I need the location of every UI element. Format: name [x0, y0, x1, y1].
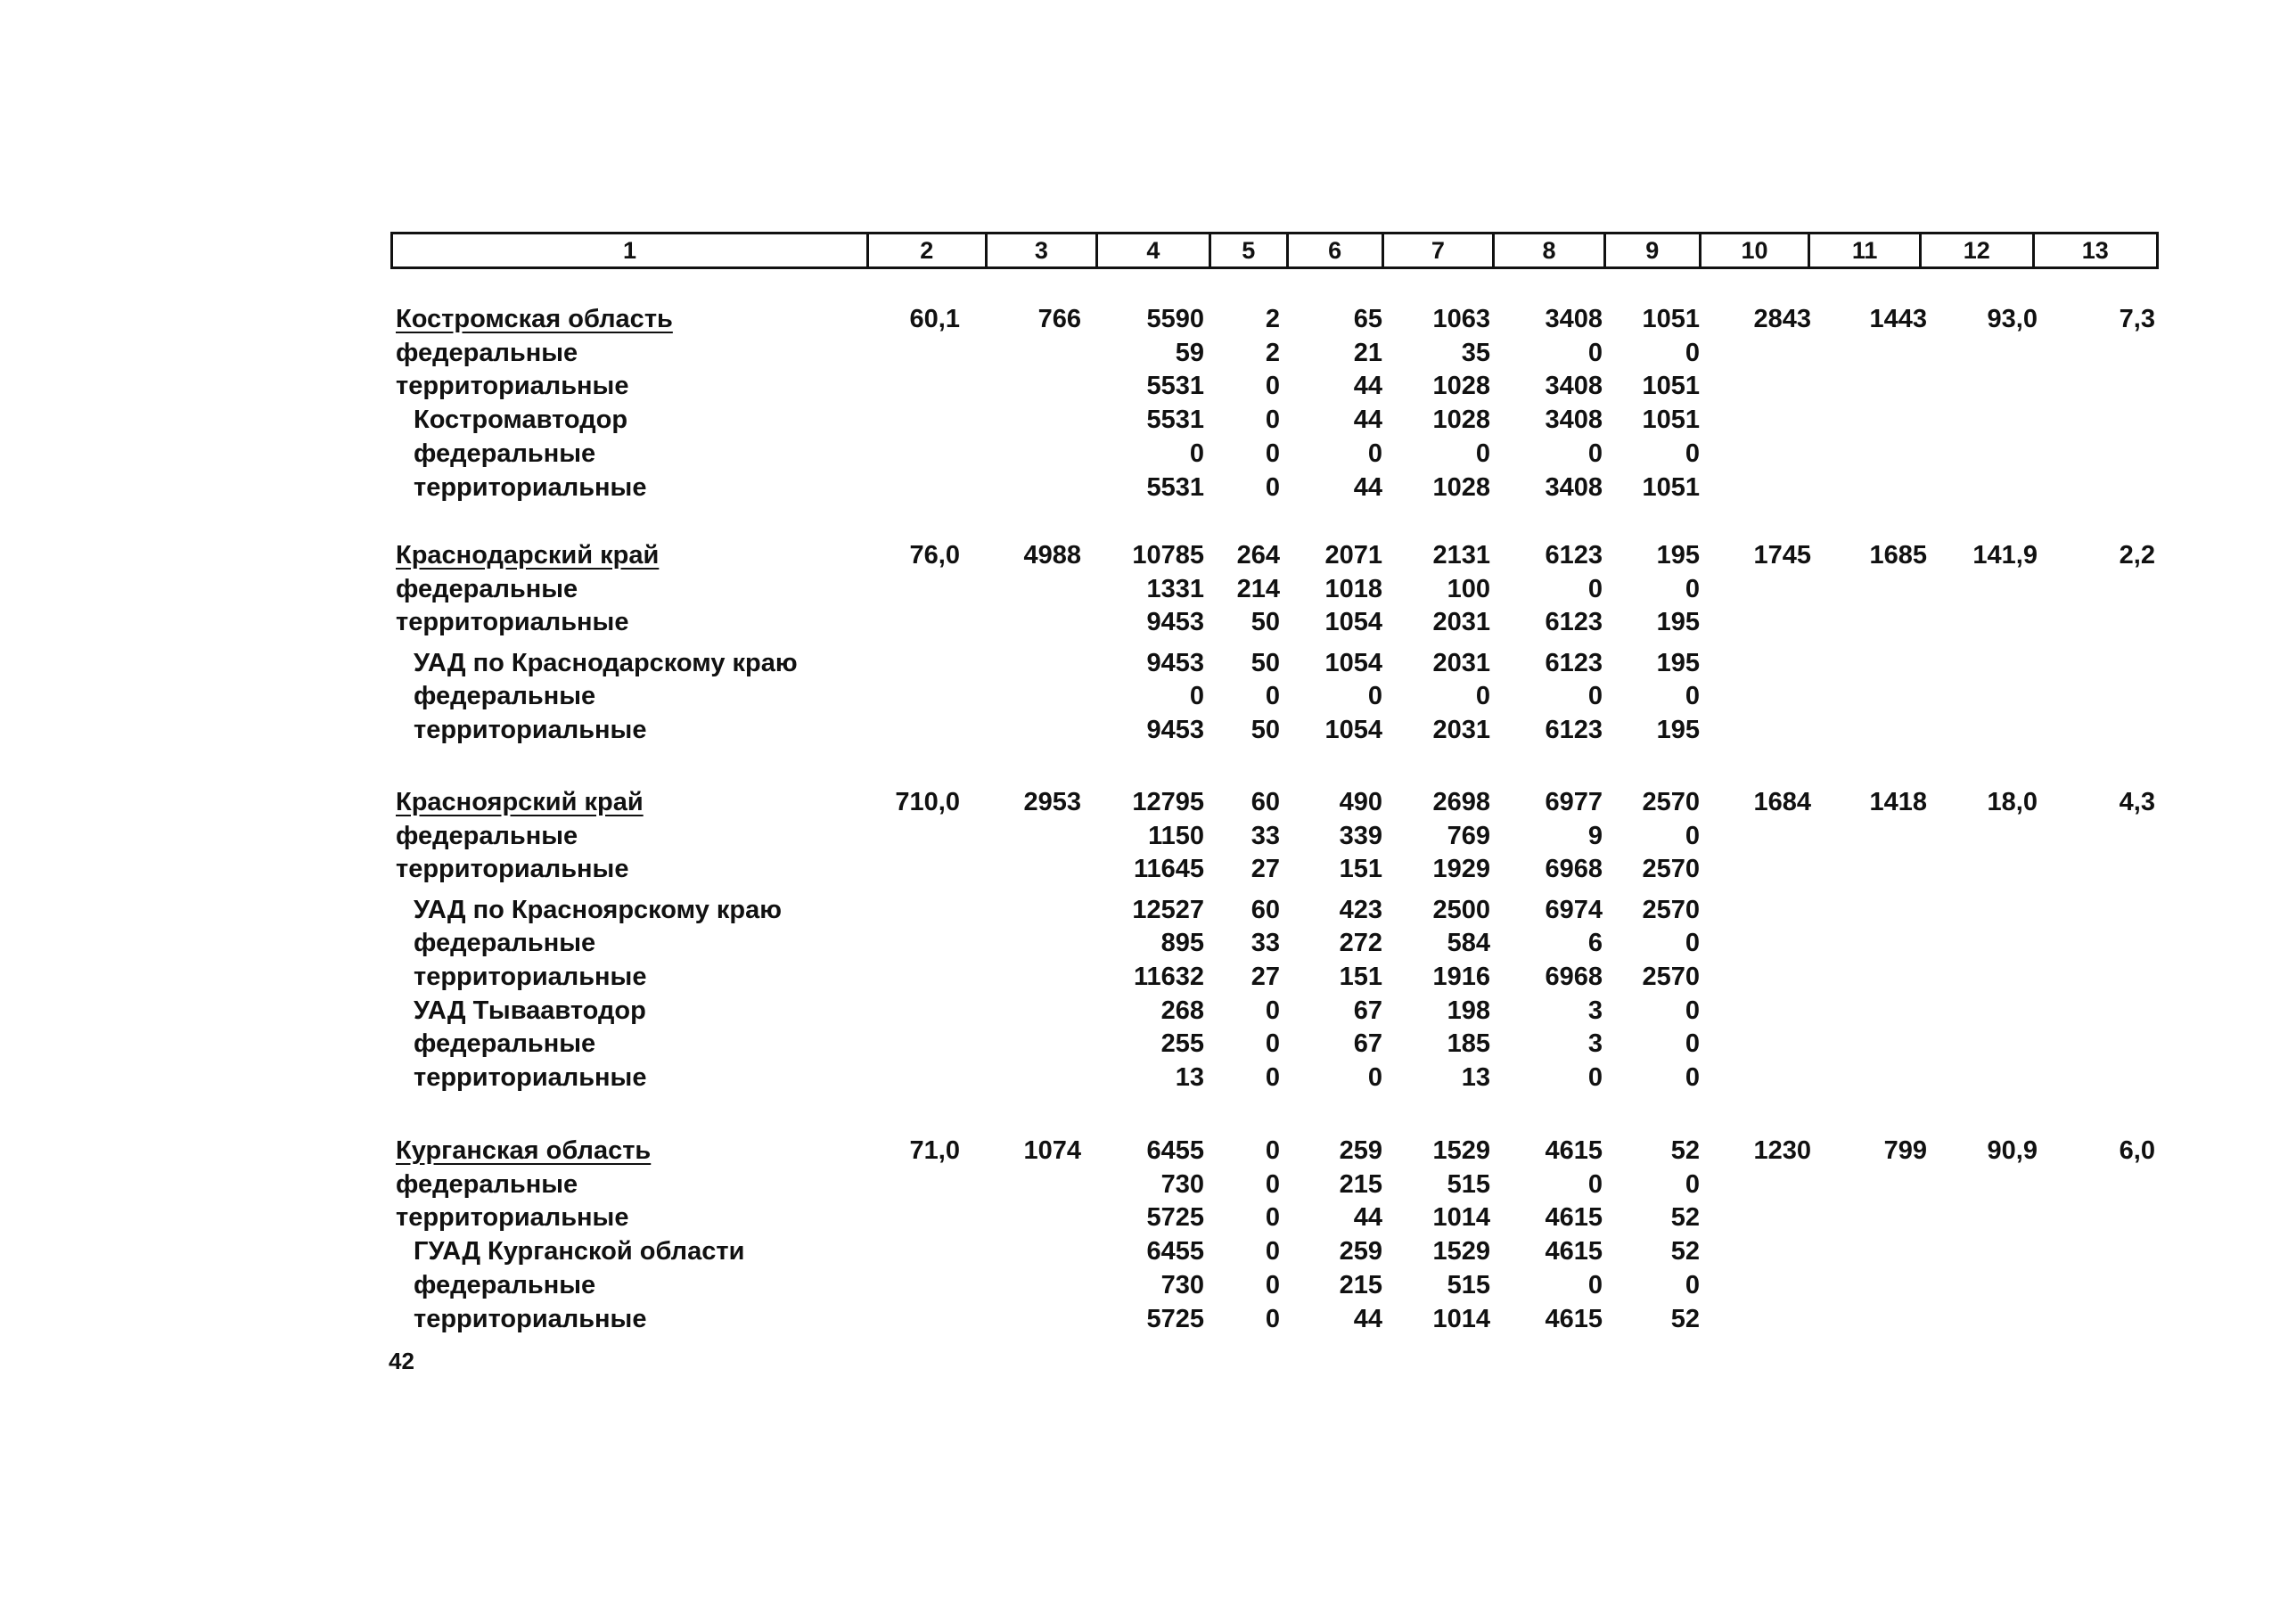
- table-row: [0, 679, 2296, 713]
- cell-col-9: 0: [1685, 821, 1700, 850]
- cell-col-7: 769: [1447, 821, 1490, 850]
- cell-col-8: 6974: [1545, 895, 1603, 924]
- cell-col-8: 3408: [1545, 406, 1603, 435]
- cell-col-4: 0: [1189, 439, 1204, 468]
- table-row: [0, 1234, 2296, 1268]
- cell-col-6: 67: [1353, 996, 1382, 1025]
- region-name: Красноярский край: [396, 788, 644, 816]
- cell-col-4: 11632: [1133, 963, 1204, 992]
- cell-col-9: 0: [1685, 1270, 1700, 1299]
- cell-col-9: 0: [1685, 1063, 1700, 1093]
- cell-col-9: 0: [1685, 338, 1700, 367]
- cell-col-7: 2698: [1432, 788, 1490, 816]
- row-label: территориальные: [396, 608, 629, 637]
- row-label: федеральные: [396, 821, 578, 850]
- cell-col-9: 52: [1670, 1304, 1700, 1333]
- cell-col-4: 9453: [1146, 608, 1204, 637]
- cell-col-7: 1063: [1432, 305, 1490, 333]
- column-header-row: [390, 232, 2159, 269]
- cell-col-7: 1028: [1432, 406, 1490, 435]
- cell-col-4: 13: [1175, 1063, 1204, 1093]
- column-header-8: 8: [1495, 234, 1606, 266]
- cell-col-6: 151: [1339, 855, 1382, 884]
- column-header-7: 7: [1384, 234, 1496, 266]
- cell-col-5: 0: [1265, 1029, 1280, 1059]
- column-header-3: 3: [988, 234, 1099, 266]
- cell-col-8: 3408: [1545, 472, 1603, 502]
- cell-col-8: 6968: [1545, 855, 1603, 884]
- table-row: [0, 336, 2296, 370]
- cell-col-6: 1018: [1324, 574, 1382, 603]
- cell-col-11: 1685: [1869, 541, 1927, 570]
- table-row: [0, 852, 2296, 886]
- cell-col-4: 5725: [1146, 1304, 1204, 1333]
- cell-col-7: 1929: [1432, 855, 1490, 884]
- cell-col-2: 60,1: [909, 305, 960, 333]
- row-label: ГУАД Курганской области: [414, 1237, 745, 1266]
- column-header-4: 4: [1098, 234, 1211, 266]
- cell-col-11: 1443: [1869, 305, 1927, 333]
- cell-col-9: 195: [1656, 608, 1700, 637]
- cell-col-5: 50: [1250, 608, 1280, 637]
- row-label: УАД по Красноярскому краю: [414, 895, 783, 924]
- cell-col-13: 4,3: [2119, 788, 2155, 816]
- cell-col-4: 12795: [1132, 788, 1204, 816]
- table-row: [0, 1201, 2296, 1234]
- cell-col-9: 195: [1656, 648, 1700, 677]
- cell-col-7: 1529: [1432, 1136, 1490, 1165]
- cell-col-5: 50: [1250, 648, 1280, 677]
- cell-col-12: 93,0: [1987, 305, 2038, 333]
- cell-col-7: 2031: [1432, 716, 1490, 745]
- cell-col-7: 584: [1447, 929, 1490, 958]
- region-row: [0, 785, 2296, 819]
- table-row: [0, 926, 2296, 960]
- table-row: [0, 646, 2296, 680]
- row-label: территориальные: [396, 1203, 629, 1233]
- cell-col-5: 0: [1265, 1203, 1280, 1233]
- cell-col-8: 0: [1587, 338, 1603, 367]
- cell-col-7: 185: [1447, 1029, 1490, 1059]
- cell-col-8: 0: [1587, 1169, 1603, 1199]
- cell-col-4: 6455: [1146, 1136, 1204, 1165]
- row-label: Костромавтодор: [414, 406, 628, 435]
- region-name: Краснодарский край: [396, 541, 660, 570]
- cell-col-4: 730: [1160, 1270, 1204, 1299]
- cell-col-4: 1331: [1146, 574, 1204, 603]
- column-header-10: 10: [1702, 234, 1811, 266]
- cell-col-8: 3408: [1545, 305, 1603, 333]
- table-row: [0, 605, 2296, 639]
- row-label: федеральные: [396, 1169, 578, 1199]
- row-label: федеральные: [414, 439, 596, 468]
- row-label: территориальные: [414, 716, 647, 745]
- region-row: [0, 302, 2296, 336]
- cell-col-5: 0: [1265, 682, 1280, 711]
- cell-col-5: 50: [1250, 716, 1280, 745]
- cell-col-13: 6,0: [2119, 1136, 2155, 1165]
- cell-col-4: 255: [1160, 1029, 1204, 1059]
- cell-col-6: 67: [1353, 1029, 1382, 1059]
- cell-col-6: 2071: [1324, 541, 1382, 570]
- cell-col-8: 4615: [1545, 1203, 1603, 1233]
- cell-col-4: 6455: [1146, 1237, 1204, 1266]
- cell-col-9: 2570: [1642, 963, 1700, 992]
- cell-col-6: 423: [1339, 895, 1382, 924]
- row-label: федеральные: [414, 1270, 596, 1299]
- cell-col-4: 5531: [1146, 406, 1204, 435]
- column-header-1: 1: [393, 234, 869, 266]
- cell-col-9: 195: [1656, 541, 1700, 570]
- cell-col-8: 6123: [1545, 608, 1603, 637]
- cell-col-7: 1028: [1432, 472, 1490, 502]
- cell-col-6: 490: [1339, 788, 1382, 816]
- cell-col-8: 4615: [1545, 1304, 1603, 1333]
- cell-col-6: 1054: [1324, 716, 1382, 745]
- cell-col-4: 5590: [1146, 305, 1204, 333]
- cell-col-5: 214: [1236, 574, 1280, 603]
- cell-col-6: 272: [1339, 929, 1382, 958]
- column-header-6: 6: [1289, 234, 1384, 266]
- cell-col-5: 33: [1250, 821, 1280, 850]
- cell-col-5: 0: [1265, 1136, 1280, 1165]
- cell-col-3: 2953: [1023, 788, 1081, 816]
- cell-col-5: 60: [1250, 895, 1280, 924]
- cell-col-6: 0: [1367, 439, 1382, 468]
- cell-col-8: 3408: [1545, 372, 1603, 401]
- cell-col-8: 6968: [1545, 963, 1603, 992]
- cell-col-8: 0: [1587, 1063, 1603, 1093]
- cell-col-5: 0: [1265, 439, 1280, 468]
- cell-col-6: 259: [1339, 1237, 1382, 1266]
- cell-col-9: 0: [1685, 996, 1700, 1025]
- cell-col-4: 730: [1160, 1169, 1204, 1199]
- column-header-9: 9: [1606, 234, 1702, 266]
- cell-col-7: 13: [1461, 1063, 1490, 1093]
- cell-col-2: 710,0: [895, 788, 960, 816]
- region-name: Курганская область: [396, 1136, 652, 1165]
- region-row: [0, 538, 2296, 572]
- cell-col-7: 198: [1447, 996, 1490, 1025]
- cell-col-3: 766: [1037, 305, 1081, 333]
- cell-col-6: 44: [1353, 372, 1382, 401]
- cell-col-6: 65: [1353, 305, 1382, 333]
- cell-col-6: 44: [1353, 472, 1382, 502]
- column-header-12: 12: [1922, 234, 2035, 266]
- cell-col-5: 2: [1265, 305, 1280, 333]
- row-label: федеральные: [414, 1029, 596, 1059]
- cell-col-7: 2031: [1432, 648, 1490, 677]
- table-row: [0, 369, 2296, 403]
- cell-col-12: 141,9: [1972, 541, 2038, 570]
- cell-col-6: 215: [1339, 1270, 1382, 1299]
- cell-col-13: 2,2: [2119, 541, 2155, 570]
- row-label: федеральные: [396, 338, 578, 367]
- column-header-13: 13: [2081, 236, 2109, 264]
- cell-col-5: 0: [1265, 1169, 1280, 1199]
- cell-col-9: 52: [1670, 1237, 1700, 1266]
- cell-col-8: 0: [1587, 682, 1603, 711]
- cell-col-5: 0: [1265, 472, 1280, 502]
- cell-col-5: 0: [1265, 1063, 1280, 1093]
- cell-col-7: 1014: [1432, 1304, 1490, 1333]
- cell-col-4: 59: [1175, 338, 1204, 367]
- cell-col-4: 0: [1189, 682, 1204, 711]
- cell-col-4: 895: [1160, 929, 1204, 958]
- cell-col-7: 2131: [1432, 541, 1490, 570]
- cell-col-12: 90,9: [1987, 1136, 2038, 1165]
- cell-col-6: 0: [1367, 682, 1382, 711]
- cell-col-6: 215: [1339, 1169, 1382, 1199]
- cell-col-6: 44: [1353, 1304, 1382, 1333]
- cell-col-5: 0: [1265, 1304, 1280, 1333]
- table-row: [0, 994, 2296, 1028]
- cell-col-5: 0: [1265, 996, 1280, 1025]
- cell-col-6: 44: [1353, 406, 1382, 435]
- cell-col-9: 1051: [1642, 406, 1700, 435]
- cell-col-5: 60: [1250, 788, 1280, 816]
- cell-col-4: 11645: [1133, 855, 1204, 884]
- row-label: территориальные: [396, 372, 629, 401]
- row-label: федеральные: [414, 929, 596, 958]
- cell-col-13: 7,3: [2119, 305, 2155, 333]
- cell-col-5: 33: [1250, 929, 1280, 958]
- row-label: УАД по Краснодарскому краю: [414, 648, 798, 677]
- cell-col-8: 6123: [1545, 716, 1603, 745]
- cell-col-7: 35: [1461, 338, 1490, 367]
- cell-col-5: 27: [1250, 963, 1280, 992]
- table-row: [0, 1268, 2296, 1302]
- cell-col-8: 3: [1587, 996, 1603, 1025]
- cell-col-5: 0: [1265, 1270, 1280, 1299]
- cell-col-7: 0: [1475, 682, 1490, 711]
- cell-col-6: 339: [1339, 821, 1382, 850]
- row-label: территориальные: [414, 1063, 647, 1093]
- region-row: [0, 1134, 2296, 1168]
- cell-col-11: 799: [1883, 1136, 1927, 1165]
- row-label: территориальные: [414, 472, 647, 502]
- table-row: [0, 1168, 2296, 1201]
- cell-col-9: 0: [1685, 1169, 1700, 1199]
- table-row: [0, 1027, 2296, 1061]
- table-row: [0, 403, 2296, 437]
- cell-col-3: 4988: [1023, 541, 1081, 570]
- cell-col-6: 1054: [1324, 648, 1382, 677]
- cell-col-9: 1051: [1642, 372, 1700, 401]
- cell-col-6: 0: [1367, 1063, 1382, 1093]
- cell-col-9: 0: [1685, 682, 1700, 711]
- cell-col-7: 1916: [1432, 963, 1490, 992]
- cell-col-8: 6: [1587, 929, 1603, 958]
- column-header-11: 11: [1810, 234, 1922, 266]
- cell-col-7: 2500: [1432, 895, 1490, 924]
- cell-col-6: 151: [1339, 963, 1382, 992]
- row-label: территориальные: [414, 1304, 647, 1333]
- cell-col-8: 6123: [1545, 648, 1603, 677]
- cell-col-2: 71,0: [909, 1136, 960, 1165]
- cell-col-9: 0: [1685, 1029, 1700, 1059]
- page-number: 42: [389, 1348, 414, 1374]
- cell-col-11: 1418: [1869, 788, 1927, 816]
- row-label: территориальные: [396, 855, 629, 884]
- table-row: [0, 1061, 2296, 1094]
- table-row: [0, 471, 2296, 504]
- cell-col-4: 5725: [1146, 1203, 1204, 1233]
- cell-col-6: 21: [1353, 338, 1382, 367]
- cell-col-9: 2570: [1642, 895, 1700, 924]
- cell-col-6: 44: [1353, 1203, 1382, 1233]
- cell-col-7: 2031: [1432, 608, 1490, 637]
- cell-col-12: 18,0: [1987, 788, 2038, 816]
- cell-col-4: 5531: [1146, 372, 1204, 401]
- cell-col-5: 0: [1265, 372, 1280, 401]
- cell-col-10: 1745: [1753, 541, 1811, 570]
- cell-col-9: 2570: [1642, 855, 1700, 884]
- cell-col-7: 1028: [1432, 372, 1490, 401]
- table-row: [0, 713, 2296, 747]
- cell-col-7: 1529: [1432, 1237, 1490, 1266]
- cell-col-5: 2: [1265, 338, 1280, 367]
- cell-col-7: 1014: [1432, 1203, 1490, 1233]
- cell-col-9: 0: [1685, 574, 1700, 603]
- cell-col-8: 4615: [1545, 1237, 1603, 1266]
- cell-col-8: 0: [1587, 439, 1603, 468]
- cell-col-4: 5531: [1146, 472, 1204, 502]
- cell-col-10: 2843: [1753, 305, 1811, 333]
- cell-col-2: 76,0: [909, 541, 960, 570]
- cell-col-8: 3: [1587, 1029, 1603, 1059]
- cell-col-4: 9453: [1146, 716, 1204, 745]
- column-header-5: 5: [1211, 234, 1289, 266]
- row-label: федеральные: [414, 682, 596, 711]
- cell-col-9: 52: [1670, 1136, 1700, 1165]
- cell-col-8: 6977: [1545, 788, 1603, 816]
- cell-col-6: 1054: [1324, 608, 1382, 637]
- cell-col-8: 0: [1587, 1270, 1603, 1299]
- cell-col-5: 27: [1250, 855, 1280, 884]
- cell-col-10: 1230: [1753, 1136, 1811, 1165]
- cell-col-5: 0: [1265, 406, 1280, 435]
- cell-col-4: 9453: [1146, 648, 1204, 677]
- cell-col-8: 9: [1587, 821, 1603, 850]
- cell-col-4: 268: [1160, 996, 1204, 1025]
- cell-col-9: 1051: [1642, 472, 1700, 502]
- cell-col-9: 1051: [1642, 305, 1700, 333]
- cell-col-9: 195: [1656, 716, 1700, 745]
- cell-col-6: 259: [1339, 1136, 1382, 1165]
- cell-col-9: 0: [1685, 439, 1700, 468]
- cell-col-4: 1150: [1148, 821, 1204, 850]
- cell-col-9: 52: [1670, 1203, 1700, 1233]
- cell-col-7: 515: [1447, 1169, 1490, 1199]
- cell-col-4: 10785: [1132, 541, 1204, 570]
- cell-col-3: 1074: [1023, 1136, 1081, 1165]
- table-row: [0, 960, 2296, 994]
- cell-col-5: 0: [1265, 1237, 1280, 1266]
- cell-col-4: 12527: [1132, 895, 1204, 924]
- table-row: [0, 1302, 2296, 1336]
- cell-col-8: 0: [1587, 574, 1603, 603]
- cell-col-5: 264: [1236, 541, 1280, 570]
- cell-col-9: 2570: [1642, 788, 1700, 816]
- cell-col-7: 0: [1475, 439, 1490, 468]
- cell-col-8: 6123: [1545, 541, 1603, 570]
- cell-col-8: 4615: [1545, 1136, 1603, 1165]
- row-label: территориальные: [414, 963, 647, 992]
- row-label: федеральные: [396, 574, 578, 603]
- table-row: [0, 819, 2296, 853]
- cell-col-10: 1684: [1753, 788, 1811, 816]
- table-row: [0, 572, 2296, 606]
- table-row: [0, 437, 2296, 471]
- cell-col-7: 515: [1447, 1270, 1490, 1299]
- table-row: [0, 893, 2296, 927]
- cell-col-7: 100: [1447, 574, 1490, 603]
- column-header-2: 2: [869, 234, 988, 266]
- cell-col-9: 0: [1685, 929, 1700, 958]
- row-label: УАД Тываавтодор: [414, 996, 646, 1025]
- region-name: Костромская область: [396, 305, 673, 333]
